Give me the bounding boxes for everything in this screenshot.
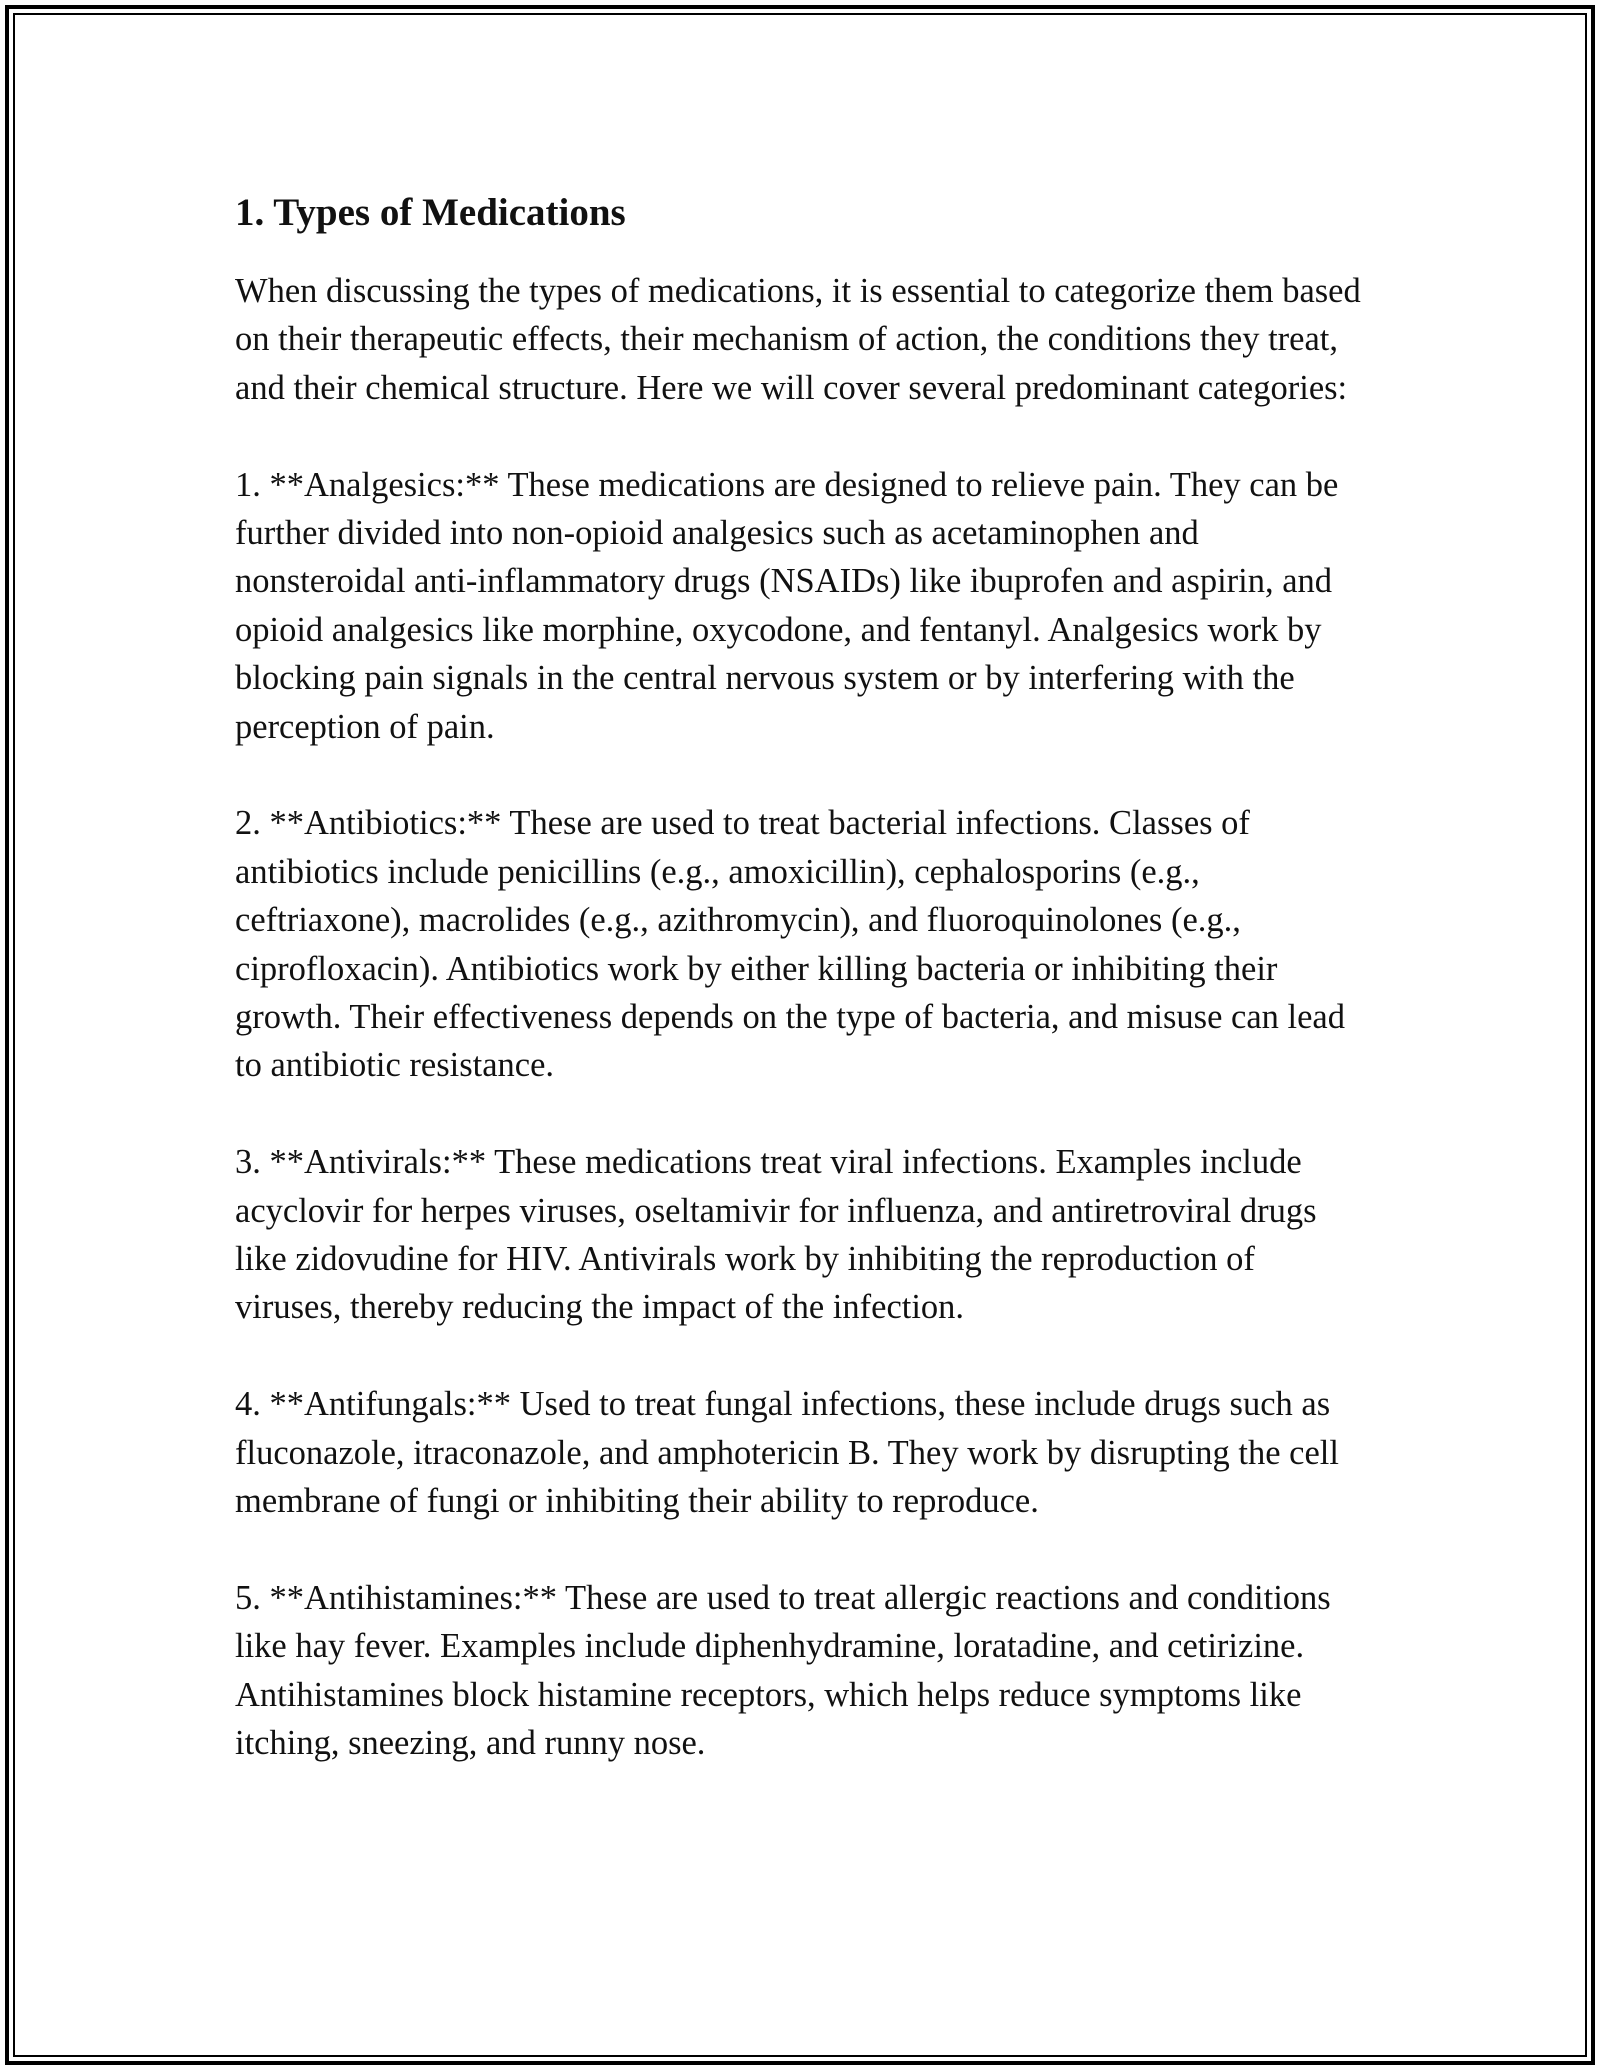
antivirals-paragraph: 3. **Antivirals:** These medications treat viral infections. Examples include acyclovir for herpes viruses, oseltamivir for influenza, and antiretroviral drugs like zidovudine for HIV. Antivirals work by inhibiting the reproduction of viruses, thereby reducing the impact of the infection. bbox=[235, 1143, 1317, 1327]
document-body bbox=[235, 185, 1365, 1816]
section-heading: 1. Types of Medications bbox=[235, 191, 626, 234]
analgesics-paragraph: 1. **Analgesics:** These medications are designed to relieve pain. They can be further divided into non-opioid analgesics such as acetaminophen and nonsteroidal anti-inflammatory drugs (NSAIDs) like ibuprofen and aspirin, and opioid analgesics like morphine, oxycodone, and fentanyl. Analgesics work by blocking pain signals in the central nervous system or by interfering with the perception of pain. bbox=[235, 465, 1339, 746]
antifungals-paragraph: 4. **Antifungals:** Used to treat fungal infections, these include drugs such as fluconazole, itraconazole, and amphotericin B. They work by disrupting the cell membrane of fungi or inhibiting their ability to reproduce. bbox=[235, 1385, 1339, 1521]
intro-paragraph: When discussing the types of medications, it is essential to categorize them based on their therapeutic effects, their mechanism of action, the conditions they treat, and their chemical structure. Here we will cover several predominant categories: bbox=[235, 272, 1361, 407]
antibiotics-paragraph: 2. **Antibiotics:** These are used to treat bacterial infections. Classes of antibiotics include penicillins (e.g., amoxicillin), cephalosporins (e.g., ceftriaxone), macrolides (e.g., azithromycin), and fluoroquinolones (e.g., ciprofloxacin). Antibiotics work by either killing bacteria or inhibiting their growth. Their effectiveness depends on the type of bacteria, and misuse can lead to antibiotic resistance. bbox=[235, 804, 1345, 1085]
antihistamines-paragraph: 5. **Antihistamines:** These are used to treat allergic reactions and conditions like hay fever. Examples include diphenhydramine, loratadine, and cetirizine. Antihistamines block histamine receptors, which helps reduce symptoms like itching, sneezing, and runny nose. bbox=[235, 1578, 1331, 1763]
